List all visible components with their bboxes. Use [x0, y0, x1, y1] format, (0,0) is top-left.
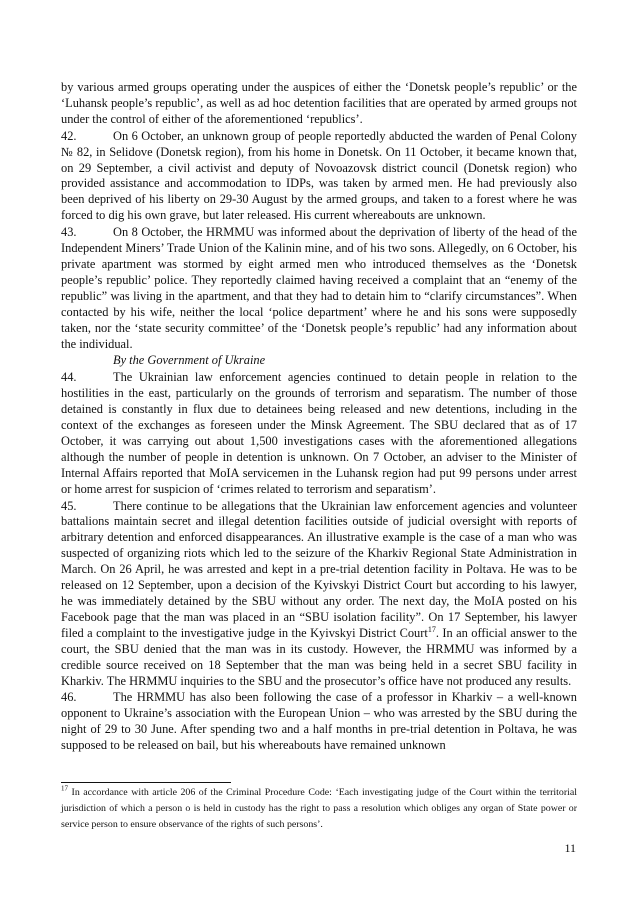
footnote-text: In accordance with article 206 of the Criminal Procedure Code: ‘Each investigating judge of the Court within the territorial jurisdiction of which a person o is held in custody has the right to pass a resolution which obliges any organ of State power or service person to ensure observance of the rights of such persons’. — [61, 787, 577, 830]
paragraph-43 — [61, 225, 577, 352]
section-subheading: By the Government of Ukraine — [113, 353, 266, 368]
paragraph-number: 45. — [61, 498, 77, 513]
paragraph-text-continued: . In an official answer to the court, the SBU denied that the man was in its custody. However, the HRMMU was informed by a credible source received on 18 September that the man was being held in a secret SBU facility in Kharkiv. The HRMMU inquiries to the SBU and the prosecutor’s office have not produced any results. — [61, 625, 577, 688]
paragraph-44 — [61, 370, 577, 497]
footnote-divider — [61, 782, 231, 783]
paragraph-text: The Ukrainian law enforcement agencies continued to detain people in relation to the hostilities in the east, particularly on the grounds of terrorism and separatism. The number of those detained is constantly in flux due to detainees being released and new detentions, including in the context of the exchanges as foreseen under the Minsk Agreement. The SBU declared that as of 17 October, it was carrying out about 1,500 investigations cases with the aforementioned allegations although the number of people in detention is unknown. On 7 October, an adviser to the Minister of Internal Affairs reported that MoIA servicemen in the Luhansk region had put 99 persons under arrest or home arrest for suspicion of ‘crimes related to terrorism and separatism’. — [61, 370, 577, 496]
paragraph-text: On 6 October, an unknown group of people reportedly abducted the warden of Penal Colony № 82, in Selidove (Donetsk region), from his home in Donetsk. On 11 October, it became known that, on 29 September, a civil activist and deputy of Novoazovsk district council (Donetsk region) who provided assistance and accommodation to IDPs, was taken by armed men. He had previously also been deprived of his liberty on 29-30 August by the armed groups, and taken to a forest where he was forced to dig his own grave, but later released. His current whereabouts are unknown. — [61, 128, 577, 223]
paragraph-text: On 8 October, the HRMMU was informed about the deprivation of liberty of the head of the Independent Miners’ Trade Union of the Kalinin mine, and of his two sons. Allegedly, on 6 October, his private apartment was stormed by eight armed men who introduced themselves as the ‘Donetsk people’s republic’ police. They reportedly claimed having received a complaint that an “enemy of the republic” was living in the apartment, and that they had to detain him to “clarify circumstances”. When contacted by his wife, neither the local ‘police department’ where he and his sons were supposedly taken, nor the ‘state security committee’ of the ‘Donetsk people’s republic’ had any information about the individual. — [61, 225, 577, 351]
footnote-number: 17 — [61, 784, 68, 793]
paragraph-46 — [61, 690, 577, 754]
paragraph-continued — [61, 80, 577, 128]
paragraph-text: by various armed groups operating under the auspices of either the ‘Donetsk people’s republic’ or the ‘Luhansk people’s republic’, as well as ad hoc detention facilities that are operated by armed groups not under the control of either of the aforementioned ‘republics’. — [61, 80, 577, 126]
page-number: 11 — [564, 841, 576, 855]
main-text — [61, 80, 577, 754]
paragraph-42 — [61, 129, 577, 224]
paragraph-number: 42. — [61, 128, 77, 143]
paragraph-number: 44. — [61, 370, 77, 385]
paragraph-text: The HRMMU has also been following the case of a professor in Kharkiv – a well-known opponent to Ukraine’s association with the European Union – who was arrested by the SBU during the night of 29 to 30 June. After spending two and a half months in pre-trial detention in Poltava, he was supposed to be released on bail, but his whereabouts have remained unknown — [61, 690, 577, 753]
paragraph-45 — [61, 499, 577, 690]
footnote — [61, 785, 577, 833]
footnote-reference[interactable]: 17 — [427, 624, 436, 634]
paragraph-text: There continue to be allegations that the Ukrainian law enforcement agencies and volunteer battalions maintain secret and illegal detention facilities outside of judicial oversight with reports of arbitrary detention and enforced disappearances. An illustrative example is the case of a man who was suspected of organizing riots which led to the seizure of the Kharkiv Regional State Administration in March. On 26 April, he was arrested and kept in a pre-trial detention facility in Poltava. He was to be released on 12 September, upon a decision of the Kyivskyi District Court but according to his lawyer, he was immediately detained by the SBU without any order. The next day, the MoIA posted on his Facebook page that the man was placed in an “SBU isolation facility”. On 17 September, his lawyer filed a complaint to the investigative judge in the Kyivskyi District Court — [61, 498, 577, 640]
paragraph-number: 43. — [61, 225, 77, 240]
paragraph-number: 46. — [61, 690, 77, 705]
